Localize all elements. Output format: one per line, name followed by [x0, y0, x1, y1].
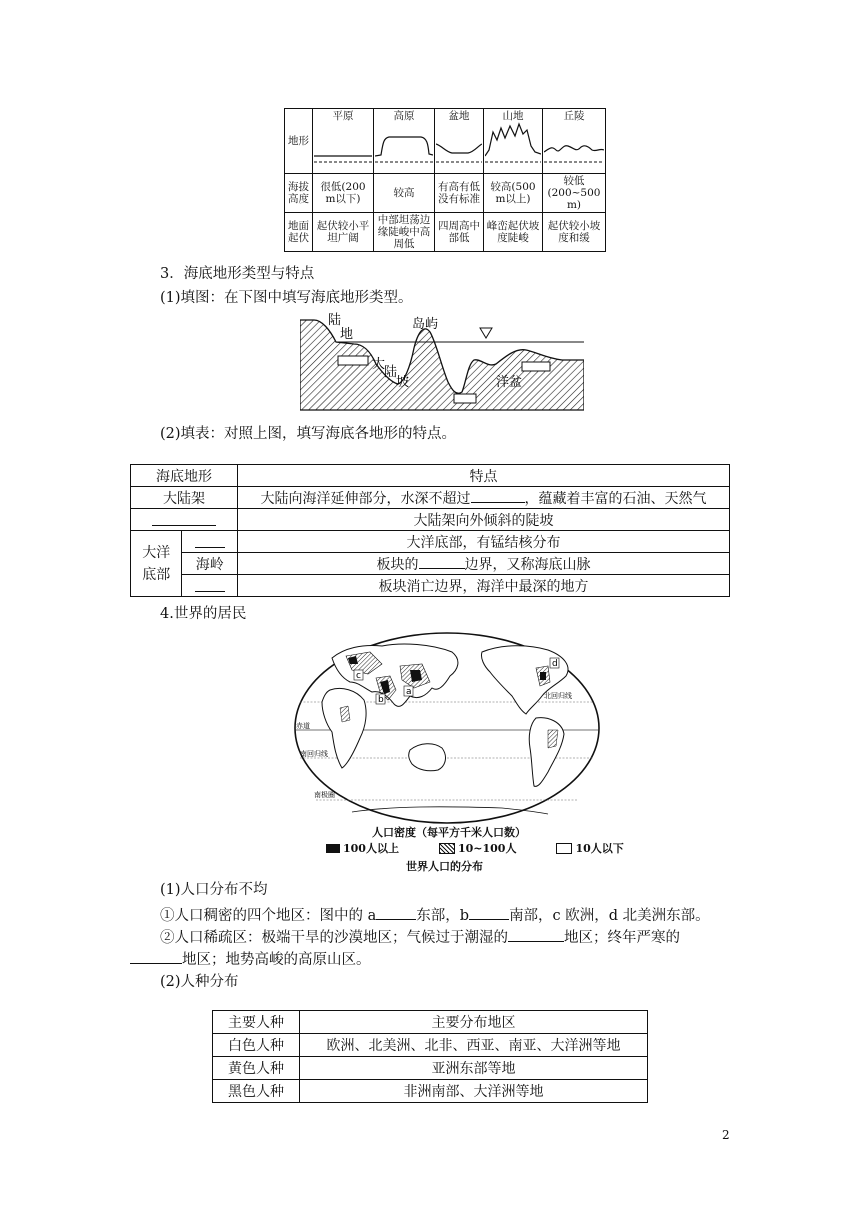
text-run: 东部，b — [416, 908, 470, 924]
altitude-cell: 很低(200 m以下) — [313, 174, 374, 213]
altitude-cell: 较高(500 m以上) — [484, 174, 543, 213]
slope-label: 大 — [372, 357, 386, 372]
race-name: 白色人种 — [213, 1034, 300, 1057]
race-row — [213, 1057, 648, 1080]
shelf-blank-box — [338, 356, 368, 365]
seabed-feature-text: 板块的 — [376, 557, 419, 573]
relief-row — [285, 213, 606, 252]
text-run: 南部，c 欧洲，d 北美洲东部。 — [509, 908, 710, 924]
seabed-header-row — [131, 465, 730, 487]
landform-cell-hills — [543, 109, 606, 174]
legend-swatch-sparse — [556, 843, 572, 854]
race-heading: (2)人种分布 — [160, 974, 239, 990]
region-d-label: d — [552, 659, 558, 669]
answer-blank[interactable] — [195, 576, 225, 592]
north-america-very-dense-area — [540, 672, 546, 680]
answer-blank[interactable] — [471, 487, 525, 503]
landform-row-header: 地形 — [285, 109, 313, 174]
sparse-regions-text-cont — [130, 948, 371, 970]
antarctic-circle-label: 南极圈 — [314, 791, 335, 799]
relief-cell: 中部坦荡边缘陡峻中高周低 — [374, 213, 435, 252]
map-legend — [326, 840, 624, 856]
seabed-feature-text: 边界，又称海底山脉 — [464, 557, 591, 573]
altitude-cell: 较高 — [374, 174, 435, 213]
answer-blank[interactable] — [508, 926, 564, 942]
race-area: 亚洲东部等地 — [300, 1057, 648, 1080]
seabed-feature-text: 大陆向海洋延伸部分，水深不超过 — [260, 491, 471, 507]
slope-label: 陆 — [384, 365, 398, 380]
race-area: 欧洲、北美洲、北非、西亚、南亚、大洋洲等地 — [300, 1034, 648, 1057]
south-tropic-label: 南回归线 — [300, 750, 328, 758]
seabed-name: 大陆架 — [131, 487, 238, 509]
race-row — [213, 1034, 648, 1057]
seabed-feature — [238, 487, 730, 509]
legend-swatch-dense — [326, 844, 340, 853]
answer-blank[interactable] — [152, 510, 216, 526]
altitude-cell: 较低(200~500 m) — [543, 174, 606, 213]
seabed-name-cell — [182, 575, 238, 597]
map-caption: 世界人口的分布 — [406, 860, 483, 873]
text-run: ①人口稠密的四个地区：图中的 a — [160, 908, 377, 924]
hills-profile — [544, 122, 604, 166]
answer-blank[interactable] — [419, 553, 465, 569]
race-table — [212, 1010, 648, 1103]
landform-cell-plain — [313, 109, 374, 174]
landform-name: 丘陵 — [563, 110, 585, 122]
relief-cell: 峰峦起伏坡度陡峻 — [484, 213, 543, 252]
dense-regions-text — [160, 904, 710, 926]
race-header: 主要分布地区 — [300, 1011, 648, 1034]
landform-row — [285, 109, 606, 174]
altitude-header: 海拔高度 — [285, 174, 313, 213]
world-population-map — [292, 630, 602, 826]
relief-cell: 起伏较小平坦广阔 — [313, 213, 374, 252]
altitude-cell: 有高有低没有标准 — [435, 174, 484, 213]
text-run: ②人口稀疏区：极端干旱的沙漠地区；气候过于潮湿的 — [160, 930, 508, 946]
answer-blank[interactable] — [376, 904, 416, 920]
relief-header: 地面起伏 — [285, 213, 313, 252]
race-header: 主要人种 — [213, 1011, 300, 1034]
text-run: 地区；地势高峻的高原山区。 — [182, 952, 371, 968]
legend-label: 10~100人 — [457, 842, 517, 855]
seabed-row — [131, 509, 730, 531]
slope-label: 坡 — [396, 375, 410, 390]
plateau-profile — [375, 122, 433, 166]
seabed-name-cell — [131, 509, 238, 531]
region-c-label: c — [356, 671, 361, 681]
section4-heading: 4.世界的居民 — [160, 606, 247, 622]
race-name: 黄色人种 — [213, 1057, 300, 1080]
land-label: 地 — [340, 327, 354, 342]
ocean-floor-group — [131, 531, 182, 597]
landform-cell-basin — [435, 109, 484, 174]
page-number: 2 — [722, 1128, 730, 1142]
relief-cell: 起伏较小坡度和缓 — [543, 213, 606, 252]
seabed-name: 海岭 — [182, 553, 238, 575]
landform-name: 盆地 — [448, 110, 470, 122]
landform-cell-plateau — [374, 109, 435, 174]
basin-profile — [436, 122, 482, 166]
answer-blank[interactable] — [130, 948, 182, 964]
relief-cell: 四周高中部低 — [435, 213, 484, 252]
seabed-feature: 大洋底部，有锰结核分布 — [238, 531, 730, 553]
race-area: 非洲南部、大洋洲等地 — [300, 1080, 648, 1103]
seabed-diagram — [300, 312, 584, 412]
landform-table — [284, 108, 606, 252]
sea-level-mark-icon — [480, 328, 492, 338]
group-label: 大洋 — [142, 544, 171, 561]
equator-label: 赤道 — [296, 722, 310, 730]
region-b-label: b — [378, 695, 384, 705]
mountain-profile — [485, 122, 541, 166]
population-heading: (1)人口分布不均 — [160, 882, 268, 898]
basin-label: 洋盆 — [496, 375, 523, 390]
race-header-row — [213, 1011, 648, 1034]
seabed-name-cell — [182, 531, 238, 553]
landform-cell-mountain — [484, 109, 543, 174]
sparse-regions-text — [160, 926, 680, 948]
race-name: 黑色人种 — [213, 1080, 300, 1103]
seabed-row — [131, 575, 730, 597]
section3-heading: 3．海底地形类型与特点 — [160, 266, 315, 282]
seabed-header: 特点 — [238, 465, 730, 487]
east-asia-very-dense-area — [410, 670, 422, 682]
section3-q1: (1)填图：在下图中填写海底地形类型。 — [160, 290, 413, 306]
legend-swatch-medium — [439, 843, 455, 854]
altitude-row — [285, 174, 606, 213]
race-row — [213, 1080, 648, 1103]
island-label: 岛屿 — [412, 317, 439, 332]
section3-q2: (2)填表：对照上图，填写海底各地形的特点。 — [160, 426, 457, 442]
answer-blank[interactable] — [469, 904, 509, 920]
ridge-blank-box — [522, 362, 550, 371]
answer-blank[interactable] — [195, 532, 225, 548]
region-a-label: a — [406, 687, 412, 697]
seabed-row — [131, 553, 730, 575]
seabed-row — [131, 531, 730, 553]
landform-name: 平原 — [332, 110, 354, 122]
africa-dense-area — [340, 706, 350, 722]
seabed-row — [131, 487, 730, 509]
landform-name: 山地 — [502, 110, 524, 122]
seabed-feature: 板块消亡边界，海洋中最深的地方 — [238, 575, 730, 597]
seabed-header: 海底地形 — [131, 465, 238, 487]
plain-profile — [314, 122, 372, 166]
legend-label: 10人以下 — [575, 842, 624, 855]
map-legend-title: 人口密度（每平方千米人口数） — [372, 826, 526, 839]
landform-name: 高原 — [393, 110, 415, 122]
group-label: 底部 — [142, 566, 171, 583]
seabed-table — [130, 464, 730, 597]
legend-label: 100人以上 — [343, 842, 399, 855]
seabed-feature-text: ，蕴藏着丰富的石油、天然气 — [524, 491, 707, 507]
seabed-feature — [238, 553, 730, 575]
land-label: 陆 — [328, 313, 342, 328]
trench-blank-box — [454, 394, 476, 403]
seabed-feature: 大陆架向外倾斜的陡坡 — [238, 509, 730, 531]
north-tropic-label: 北回归线 — [544, 692, 572, 700]
text-run: 地区；终年严寒的 — [564, 930, 680, 946]
